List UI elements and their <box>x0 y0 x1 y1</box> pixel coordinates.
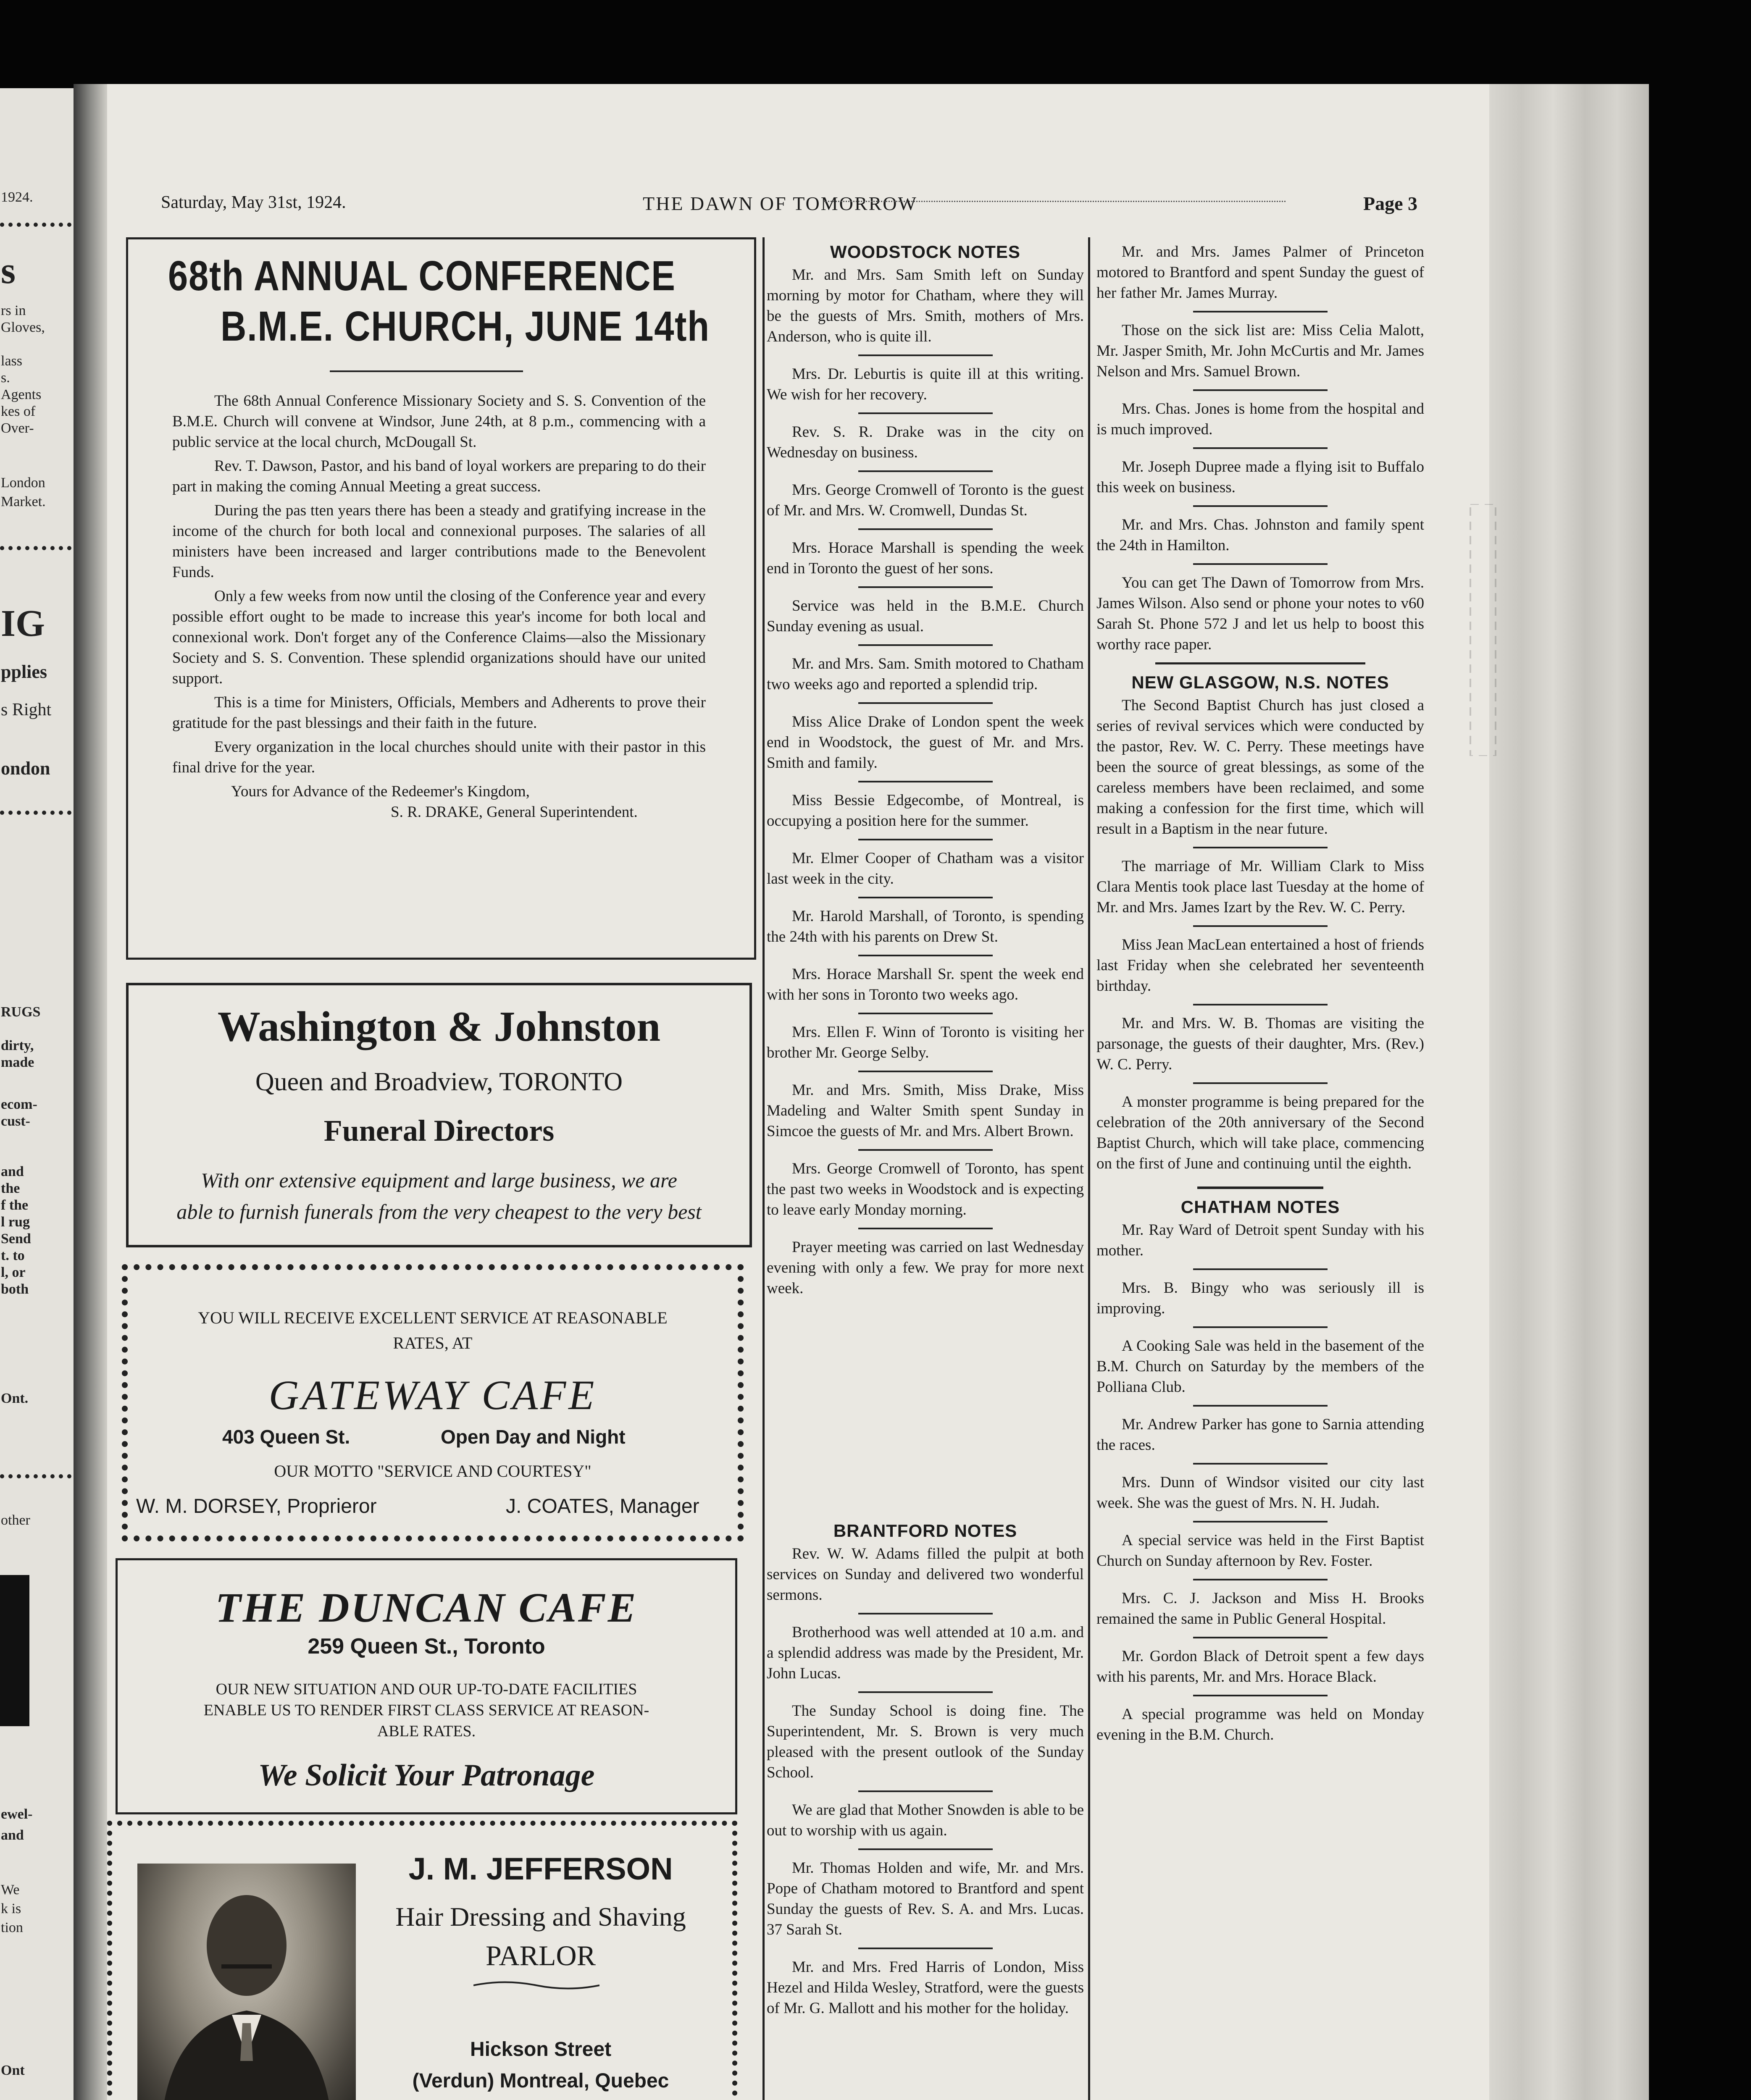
news-item: Mr. and Mrs. Sam Smith left on Sunday morning by motor for Chatham, where they will be the guests of Mrs. Smith, mothers of Mrs. Anderson, who is quite ill. <box>767 266 1084 345</box>
conference-subtitle: B.M.E. CHURCH, JUNE 14th <box>221 303 710 350</box>
news-item: The Second Baptist Church has just closed a series of revival services which were conducted by the pastor, Rev. W. C. Perry. These meetings have been the source of great blessings, as some of the careless members have been reclaimed, and some making a confession for the first time, which will result in a Baptism in the near future. <box>1096 697 1424 837</box>
fragment: the <box>1 1181 20 1196</box>
news-item: A monster programme is being prepared for the celebration of the 20th anniversary of the Second Baptist Church, which will take place, commencing on the first of June and continuing until the eighth. <box>1096 1093 1424 1172</box>
bleed-through-stamp <box>1466 504 1500 756</box>
separator <box>1197 1186 1323 1189</box>
news-item: Mr. and Mrs. Smith, Miss Drake, Miss Madeling and Walter Smith spent Sunday in Simcoe the guests of Mr. and Mrs. Albert Brown. <box>767 1082 1084 1140</box>
page-edges <box>1489 84 1649 2100</box>
jefferson-parlor: PARLOR <box>485 1940 596 1971</box>
fragment: l, or <box>1 1265 26 1280</box>
news-item: Brotherhood was well attended at 10 a.m. and a splendid address was made by the President, Mr. John Lucas. <box>767 1624 1084 1682</box>
separator <box>858 644 993 646</box>
funeral-home-service: Funeral Directors <box>323 1114 555 1147</box>
paragraph: This is a time for Ministers, Officials, Members and Adherents to prove their gratitude for the past blessings and their faith in the future. <box>172 694 706 732</box>
section-heading: BRANTFORD NOTES <box>833 1521 1017 1541</box>
separator <box>858 1948 993 1949</box>
news-item: A special programme was held on Monday evening in the B.M. Church. <box>1096 1706 1424 1743</box>
tagline: With onr extensive equipment and large business, we are <box>201 1168 677 1192</box>
separator <box>858 1071 993 1072</box>
duncan-slogan: We Solicit Your Patronage <box>258 1758 595 1793</box>
news-item: Miss Jean MacLean entertained a host of friends last Friday when she celebrated her seventeenth birthday. <box>1096 936 1424 995</box>
separator <box>1193 1521 1328 1522</box>
news-item: Mrs. Horace Marshall Sr. spent the week end with her sons in Toronto two weeks ago. <box>767 966 1084 1003</box>
gateway-intro: YOU WILL RECEIVE EXCELLENT SERVICE AT REASONABLE <box>198 1308 668 1327</box>
duncan-body: ENABLE US TO RENDER FIRST CLASS SERVICE AT REASON- <box>203 1701 649 1719</box>
jefferson-city: (Verdun) Montreal, Quebec <box>412 2070 669 2092</box>
news-item: A Cooking Sale was held in the basement of the B.M. Church on Saturday by the members of the Polliana Club. <box>1096 1337 1424 1396</box>
duncan-name: THE DUNCAN CAFE <box>215 1584 638 1631</box>
news-item: Mrs. Horace Marshall is spending the week end in Toronto the guest of her sons. <box>767 539 1084 577</box>
book-gutter <box>74 84 107 2100</box>
news-item: Those on the sick list are: Miss Celia Malott, Mr. Jasper Smith, Mr. John McCurtis and Mr. James Nelson and Mrs. Samuel Brown. <box>1096 322 1424 380</box>
fragment: s <box>1 250 16 291</box>
fragment: Market. <box>1 494 46 509</box>
separator <box>1193 1004 1328 1005</box>
divider <box>0 811 71 815</box>
fragment: s. <box>1 370 10 386</box>
fragment: 1924. <box>1 189 33 205</box>
gateway-name: GATEWAY CAFE <box>268 1372 597 1418</box>
paragraph: The 68th Annual Conference Missionary Society and S. S. Convention of the B.M.E. Church will convene at Windsor, June 24th, at 8 p.m., commencing with a public service at the local church, McDougall St. <box>172 392 706 451</box>
masthead-title: THE DAWN OF TOMORROW <box>643 193 918 214</box>
ornament-icon <box>473 1979 599 1992</box>
news-item: Mrs. George Cromwell of Toronto is the guest of Mr. and Mrs. W. Cromwell, Dundas St. <box>767 481 1084 519</box>
news-item: Service was held in the B.M.E. Church Sunday evening as usual. <box>767 597 1084 635</box>
separator <box>1193 1268 1328 1270</box>
gateway-hours: Open Day and Night <box>441 1426 626 1448</box>
fragment: pplies <box>1 662 47 682</box>
fragment: ewel- <box>1 1806 33 1822</box>
funeral-home-address: Queen and Broadview, TORONTO <box>255 1068 623 1096</box>
separator <box>858 354 993 356</box>
separator <box>1193 1326 1328 1328</box>
duncan-address: 259 Queen St., Toronto <box>308 1634 545 1659</box>
separator <box>1193 1405 1328 1407</box>
jefferson-ad <box>107 1821 737 2100</box>
fragment: Ont <box>1 2063 25 2078</box>
separator <box>1193 1579 1328 1580</box>
separator <box>858 1149 993 1151</box>
paragraph: Only a few weeks from now until the closing of the Conference year and every possible effort ought to be made to increase this year's income for both local and connexional work. Don't forget any of the Conference Claims—also the Missionary Society and S. S. Convention. These splendid organizations should have our united support. <box>172 588 706 687</box>
news-item: Mr. Harold Marshall, of Toronto, is spending the 24th with his parents on Drew St. <box>767 908 1084 945</box>
separator <box>858 412 993 414</box>
duncan-body: ABLE RATES. <box>377 1722 476 1740</box>
fragment: and <box>1 1827 24 1843</box>
news-item: Miss Bessie Edgecombe, of Montreal, is occupying a position here for the summer. <box>767 792 1084 830</box>
divider <box>0 223 71 227</box>
news-item: Mr. Thomas Holden and wife, Mr. and Mrs. Pope of Chatham motored to Brantford and spent Sunday the guests of Rev. S. A. and Mrs. Lucas. 37 Sarah St. <box>767 1859 1084 1938</box>
fragment: lass <box>1 353 22 369</box>
news-item: Mrs. B. Bingy who was seriously ill is improving. <box>1096 1279 1424 1317</box>
gateway-motto: OUR MOTTO "SERVICE AND COURTESY" <box>274 1462 592 1480</box>
gateway-cafe-ad <box>122 1264 744 1541</box>
news-item: Mr. Ray Ward of Detroit spent Sunday with his mother. <box>1096 1221 1424 1259</box>
woodstock-notes <box>767 242 1084 1527</box>
news-item: Mrs. Dunn of Windsor visited our city last week. She was the guest of Mrs. N. H. Judah. <box>1096 1474 1424 1512</box>
separator <box>858 897 993 898</box>
conference-notice <box>126 237 756 960</box>
news-item: Mr. and Mrs. Sam. Smith motored to Chatham two weeks ago and reported a splendid trip. <box>767 655 1084 693</box>
column-rule <box>1088 237 1090 2100</box>
news-item: Mr. Gordon Black of Detroit spent a few days with his parents, Mr. and Mrs. Horace Black. <box>1096 1648 1424 1685</box>
fragment: f the <box>1 1197 29 1213</box>
separator <box>1193 847 1328 848</box>
separator <box>1193 389 1328 391</box>
fragment: tion <box>1 1920 23 1935</box>
separator <box>858 702 993 704</box>
separator <box>1193 925 1328 927</box>
page-number: Page 3 <box>1363 193 1418 214</box>
gateway-intro: RATES, AT <box>393 1334 473 1352</box>
news-item: Rev. S. R. Drake was in the city on Wednesday on business. <box>767 423 1084 461</box>
column-rule <box>762 237 765 2100</box>
conference-title: 68th ANNUAL CONFERENCE <box>168 252 676 299</box>
divider <box>0 546 71 550</box>
title-rule <box>330 370 523 372</box>
fragment: Agents <box>1 387 42 402</box>
news-item: Mrs. Dr. Leburtis is quite ill at this writing. We wish for her recovery. <box>767 365 1084 403</box>
separator <box>1193 1463 1328 1465</box>
funeral-home-name: Washington & Johnston <box>217 1003 661 1050</box>
news-item: The Sunday School is doing fine. The Superintendent, Mr. S. Brown is very much pleased with the present outlook of the Sunday School. <box>767 1702 1084 1781</box>
closing: Yours for Advance of the Redeemer's Kingdom, <box>231 783 530 800</box>
news-item: A special service was held in the First Baptist Church on Sunday afternoon by Rev. Foster. <box>1096 1532 1424 1570</box>
washington-johnston-ad <box>126 983 752 1247</box>
fragment: and <box>1 1164 24 1179</box>
paragraph: Rev. T. Dawson, Pastor, and his band of loyal workers are preparing to do their part in making the coming Annual Meeting a great success. <box>172 457 706 495</box>
separator <box>858 781 993 782</box>
fragment: Gloves, <box>1 320 45 335</box>
gateway-address: 403 Queen St. <box>222 1426 350 1448</box>
fragment: made <box>1 1055 34 1070</box>
gateway-manager: J. COATES, Manager <box>506 1495 699 1517</box>
separator <box>858 1613 993 1614</box>
separator <box>858 586 993 588</box>
news-item: Mr. and Mrs. Fred Harris of London, Miss Hezel and Hilda Wesley, Stratford, were the guests of Mr. G. Mallott and his mother for the holiday. <box>767 1958 1084 2017</box>
tagline: able to furnish funerals from the very cheapest to the very best <box>176 1200 702 1223</box>
fragment: s Right <box>1 700 52 719</box>
news-item: The marriage of Mr. William Clark to Miss Clara Mentis took place last Tuesday at the home of Mr. and Mrs. James Izart by the Rev. W. C. Perry. <box>1096 858 1424 916</box>
news-item: Mr. Elmer Cooper of Chatham was a visitor last week in the city. <box>767 850 1084 887</box>
news-item: Mrs. C. J. Jackson and Miss H. Brooks remained the same in Public General Hospital. <box>1096 1590 1424 1628</box>
news-item: Mr. Andrew Parker has gone to Sarnia attending the races. <box>1096 1416 1424 1454</box>
separator <box>1193 1082 1328 1084</box>
news-item: Mr. Joseph Dupree made a flying isit to Buffalo this week on business. <box>1096 458 1424 496</box>
fragment: ondon <box>1 758 50 779</box>
separator <box>858 1691 993 1693</box>
separator <box>1193 1695 1328 1696</box>
separator <box>1155 662 1365 664</box>
conference-body <box>172 391 706 822</box>
third-column-notes <box>1096 242 1424 2100</box>
fragment: RUGS <box>1 1004 41 1020</box>
fragment: other <box>1 1512 30 1528</box>
duncan-body: OUR NEW SITUATION AND OUR UP-TO-DATE FACILITIES <box>216 1680 637 1698</box>
issue-date: Saturday, May 31st, 1924. <box>161 193 346 212</box>
separator <box>858 839 993 840</box>
news-item: Mr. and Mrs. Chas. Johnston and family spent the 24th in Hamilton. <box>1096 516 1424 554</box>
fragment: Ont. <box>1 1391 29 1406</box>
fragment: k is <box>1 1901 21 1916</box>
header-rule <box>823 201 1286 202</box>
divider <box>0 1474 71 1478</box>
separator <box>858 528 993 530</box>
news-item: Mrs. Chas. Jones is home from the hospital and is much improved. <box>1096 400 1424 438</box>
news-item: We are glad that Mother Snowden is able to be out to worship with us again. <box>767 1801 1084 1839</box>
fragment: dirty, <box>1 1038 34 1053</box>
section-heading: NEW GLASGOW, N.S. NOTES <box>1131 672 1389 692</box>
separator <box>858 1228 993 1229</box>
news-item: Mrs. George Cromwell of Toronto, has spent the past two weeks in Woodstock and is expecting to leave early Monday morning. <box>767 1160 1084 1218</box>
fragment: kes of <box>1 404 36 419</box>
separator <box>858 1848 993 1850</box>
section-heading: WOODSTOCK NOTES <box>830 242 1020 262</box>
separator <box>858 955 993 956</box>
fragment: London <box>1 475 45 491</box>
separator <box>1193 311 1328 312</box>
duncan-cafe-ad <box>116 1558 737 1814</box>
signature: S. R. DRAKE, General Superintendent. <box>391 803 638 821</box>
fragment: Send <box>1 1231 31 1247</box>
news-item: Mr. and Mrs. W. B. Thomas are visiting the parsonage, the guests of their daughter, Mrs. (Rev.) W. C. Perry. <box>1096 1015 1424 1073</box>
brantford-notes <box>767 1520 1084 2100</box>
jefferson-name: J. M. JEFFERSON <box>408 1851 673 1886</box>
paragraph: Every organization in the local churches should unite with their pastor in this final drive for the year. <box>172 738 706 776</box>
fragment: ecom- <box>1 1097 37 1112</box>
separator <box>1193 447 1328 449</box>
gateway-proprietor: W. M. DORSEY, Proprieror <box>136 1495 377 1517</box>
separator <box>858 470 993 472</box>
news-item: Miss Alice Drake of London spent the week end in Woodstock, the guest of Mr. and Mrs. Smith and family. <box>767 713 1084 772</box>
portrait-figure-icon <box>137 1864 356 2100</box>
section-heading: CHATHAM NOTES <box>1180 1197 1340 1217</box>
separator <box>858 1790 993 1792</box>
paragraph: During the pas tten years there has been a steady and gratifying increase in the income of the church for both local and connexional purposes. The salaries of all ministers have been increased and larger contributions made to the Benevolent Funds. <box>172 502 706 581</box>
fragment: cust- <box>1 1113 30 1129</box>
news-item: You can get The Dawn of Tomorrow from Mrs. James Wilson. Also send or phone your notes to v60 Sarah St. Phone 572 J and let us help to boost this worthy race paper. <box>1096 574 1424 653</box>
fragment: l rug <box>1 1214 30 1230</box>
jefferson-services: Hair Dressing and Shaving <box>395 1902 686 1932</box>
news-item: Prayer meeting was carried on last Wednesday evening with only a few. We pray for more next week. <box>767 1239 1084 1297</box>
news-item: Mr. and Mrs. James Palmer of Princeton motored to Brantford and spent Sunday the guest of her father Mr. James Murray. <box>1096 243 1424 302</box>
fragment: Over- <box>1 420 34 436</box>
fragment: IG <box>1 603 45 644</box>
news-item: Mrs. Ellen F. Winn of Toronto is visiting her brother Mr. George Selby. <box>767 1024 1084 1061</box>
separator <box>1193 1637 1328 1638</box>
fragment: rs in <box>1 303 26 318</box>
separator <box>1193 563 1328 565</box>
news-item: Rev. W. W. Adams filled the pulpit at both services on Sunday and delivered two wonderful sermons. <box>767 1545 1084 1604</box>
separator <box>858 1013 993 1014</box>
fragment: both <box>1 1281 29 1297</box>
black-ad-block <box>0 1575 29 1726</box>
fragment: We <box>1 1882 20 1898</box>
jefferson-street: Hickson Street <box>470 2038 612 2061</box>
separator <box>1193 505 1328 507</box>
fragment: t. to <box>1 1248 25 1263</box>
portrait-photo <box>137 1864 356 2100</box>
